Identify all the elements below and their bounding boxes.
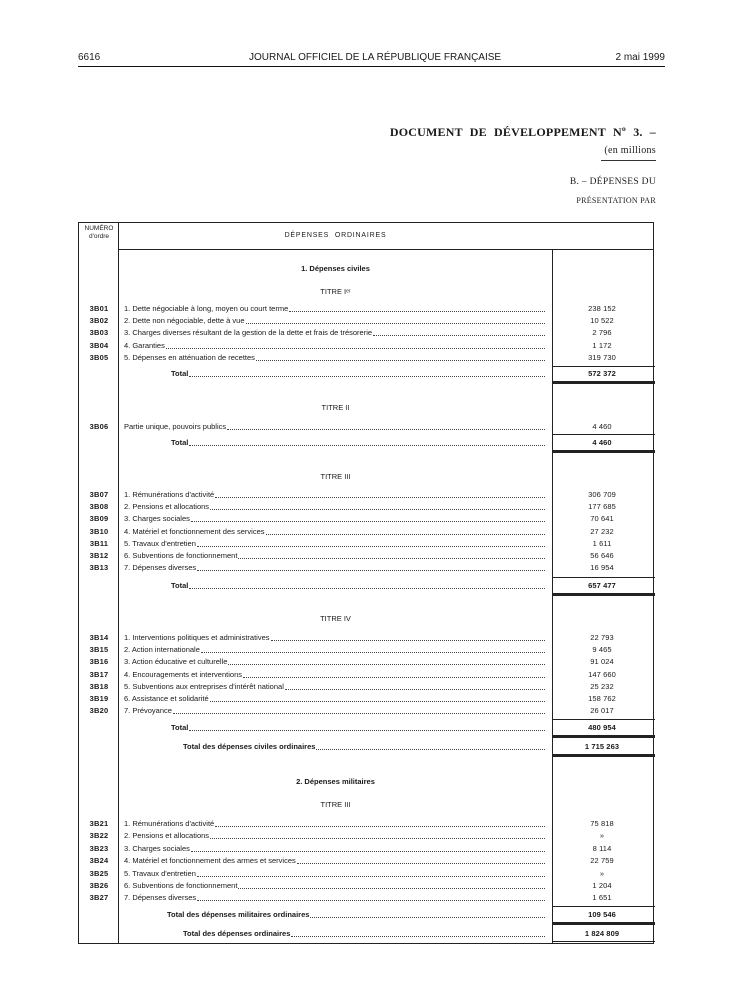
row-label [124,682,547,692]
dot-leader [256,360,545,361]
row-value: 1 204 [592,881,612,890]
row-label [124,328,547,338]
total-rule [552,450,655,453]
row-value: 27 232 [590,526,614,536]
total-rule [552,434,655,435]
total-value: 480 954 [588,723,616,732]
row-label [124,539,547,549]
row-code: 3B17 [89,669,109,679]
presentation-heading: PRÉSENTATION PAR [576,196,656,205]
row-value: 306 709 [588,490,616,499]
row-label [124,633,547,643]
row-label-text: 5. Dépenses en atténuation de recettes [124,352,255,362]
total-label-text: Total [171,581,189,590]
row-code: 3B26 [89,881,109,890]
column-header-numero-line1: NUMÉRO [84,225,114,232]
total-label-text: Total [171,369,189,378]
total-rule [552,754,655,757]
dot-leader [201,652,545,653]
row-label [124,893,547,903]
total-rule [552,577,655,578]
row-label-text: 7. Dépenses diverses [124,893,197,903]
dot-leader [197,546,545,547]
row-label-text: 3. Action éducative et culturelle [124,657,228,667]
total-rule [552,906,655,907]
row-label [124,657,547,667]
dot-leader [166,348,545,349]
grand-total-label [167,910,547,920]
row-label [124,422,547,432]
row-code: 3B10 [89,526,109,536]
row-label-text: 4. Matériel et fonctionnement des services [124,526,265,536]
row-label [124,341,547,351]
row-value: 22 793 [590,633,614,642]
row-code: 3B06 [89,422,109,431]
grand-total-label [183,742,547,752]
grand-total-value: 1 715 263 [584,742,620,751]
row-code: 3B24 [89,856,109,866]
column-header-numero-line2: d'ordre [88,233,110,240]
row-code: 3B05 [89,352,109,362]
row-value: 75 818 [590,819,614,828]
row-label-text: 2. Action internationale [124,645,200,655]
row-label-text: 1. Rémunérations d'activité [124,490,215,499]
row-value: 2 796 [592,328,612,338]
total-value: 572 372 [588,369,616,378]
header-rule [119,249,653,250]
row-value: 22 759 [590,856,614,866]
dot-leader [210,838,545,839]
row-value: 4 460 [592,422,612,431]
row-label [124,819,547,829]
unit-underline [601,160,656,161]
row-value: 1 651 [592,893,612,903]
row-code: 3B07 [89,490,109,499]
row-value: 91 024 [590,657,614,667]
row-label [124,563,547,573]
row-code: 3B16 [89,657,109,667]
dot-leader [197,900,545,901]
final-total-value: 1 824 809 [584,929,620,938]
titre-heading: TITRE IV [320,614,351,623]
row-value: » [599,868,605,878]
dot-leader [227,429,545,430]
row-value: 238 152 [588,304,616,313]
titre-heading: TITRE III [320,472,351,481]
row-label-text: 4. Matériel et fonctionnement des armes et services [124,856,296,866]
dot-leader [373,335,545,336]
dot-leader [297,863,545,864]
final-total-label-text: Total des dépenses ordinaires [183,929,291,938]
total-value: 4 460 [592,438,612,447]
final-total-label [183,929,547,939]
row-code: 3B04 [89,340,109,350]
total-label [171,581,547,591]
grand-total-value: 109 546 [588,910,616,919]
dot-leader [189,588,545,589]
row-code: 3B15 [89,645,109,655]
header-rule [78,66,665,67]
row-label-text: 1. Interventions politiques et administratives [124,633,270,642]
row-label [124,353,547,363]
row-label [124,514,547,524]
row-value: 56 646 [590,551,614,560]
dot-leader [238,888,545,889]
row-code: 3B09 [89,514,109,524]
grand-total-label-text: Total des dépenses militaires ordinaires [167,910,310,919]
row-label-text: 3. Charges sociales [124,843,190,853]
dot-leader [310,917,545,918]
row-label [124,527,547,537]
dot-leader [189,445,545,446]
row-value: 26 017 [590,706,614,716]
row-label-text: 4. Garanties [124,340,165,350]
total-rule [552,719,655,720]
row-label-text: 1. Dette négociable à long, moyen ou court terme [124,304,289,313]
row-code: 3B11 [89,538,109,548]
row-label-text: 5. Travaux d'entretien [124,868,196,878]
row-label [124,645,547,655]
dot-leader [189,376,545,377]
column-header-depenses: DÉPENSES ORDINAIRES [284,232,387,239]
row-label [124,869,547,879]
total-rule [552,922,655,925]
column-header-numero [79,225,119,241]
row-value: 10 522 [590,316,614,326]
row-code: 3B23 [89,843,109,853]
row-label-text: 6. Assistance et solidarité [124,694,209,703]
row-label-text: 7. Dépenses diverses [124,563,197,573]
dot-leader [285,689,545,690]
row-label-text: 2. Pensions et allocations [124,502,210,512]
total-rule [552,381,655,384]
dot-leader [246,323,545,324]
dot-leader [266,534,546,535]
row-label-text: 7. Prévoyance [124,706,172,716]
row-label [124,502,547,512]
row-label [124,881,547,891]
total-label-text: Total [171,723,189,732]
row-label [124,831,547,841]
dot-leader [238,558,545,559]
total-label-text: Total [171,438,189,447]
row-code: 3B01 [89,304,109,313]
row-value: » [599,831,605,841]
row-code: 3B27 [89,893,109,903]
total-label [171,723,547,733]
row-label-text: 3. Charges diverses résultant de la gestion de la dette et frais de trésorerie [124,328,373,338]
total-rule [552,593,655,596]
dot-leader [191,851,545,852]
dot-leader [215,497,545,498]
unit-note: (en millions [604,145,656,156]
section-heading: B. – DÉPENSES DU [569,177,656,187]
grand-total-label-text: Total des dépenses civiles ordinaires [183,742,316,751]
page-date: 2 mai 1999 [615,52,665,63]
row-code: 3B21 [89,819,109,828]
row-value: 147 660 [588,669,616,679]
row-code: 3B13 [89,563,109,573]
dot-leader [228,664,545,665]
row-code: 3B22 [89,831,109,841]
row-label [124,316,547,326]
row-label-text: Partie unique, pouvoirs publics [124,422,227,431]
row-code: 3B19 [89,694,109,703]
row-value: 25 232 [590,681,614,691]
row-code: 3B25 [89,868,109,878]
row-label-text: 1. Rémunérations d'activité [124,819,215,828]
section-military-heading: 2. Dépenses militaires [296,777,375,786]
row-label [124,670,547,680]
expenditure-table [78,222,654,944]
dot-leader [210,509,545,510]
dot-leader [289,311,545,312]
row-value: 8 114 [592,843,612,853]
dot-leader [197,570,545,571]
row-label-text: 5. Travaux d'entretien [124,538,196,548]
titre-heading: TITRE II [321,403,350,412]
row-label [124,490,547,500]
row-code: 3B03 [89,328,109,338]
total-label [171,369,547,379]
total-value: 657 477 [588,581,616,590]
row-label [124,706,547,716]
row-value: 1 611 [592,538,612,548]
row-label [124,856,547,866]
titre-heading: TITRE Iᵉʳ [320,287,351,296]
row-code: 3B08 [89,502,109,512]
row-label-text: 4. Encouragements et interventions [124,669,242,679]
dot-leader [197,876,545,877]
row-label [124,694,547,704]
row-label [124,551,547,561]
row-label-text: 6. Subventions de fonctionnement [124,551,238,560]
titre-heading: TITRE III [320,800,351,809]
row-value: 9 465 [592,645,612,655]
row-value: 16 954 [590,563,614,573]
row-label-text: 3. Charges sociales [124,514,190,524]
row-code: 3B02 [89,316,109,326]
row-label [124,844,547,854]
total-rule [552,366,655,367]
row-label-text: 5. Subventions aux entreprises d'intérêt national [124,681,284,691]
total-rule [552,736,655,737]
page-number: 6616 [78,52,101,63]
row-label-text: 2. Dette non négociable, dette à vue [124,316,245,326]
row-code: 3B12 [89,551,109,560]
dot-leader [189,730,545,731]
row-value: 70 641 [590,514,614,524]
row-label-text: 2. Pensions et allocations [124,831,210,841]
row-label [124,304,547,314]
dot-leader [243,677,545,678]
row-code: 3B18 [89,681,109,691]
dot-leader [316,749,545,750]
section-civil-heading: 1. Dépenses civiles [301,264,370,273]
total-rule [552,941,655,942]
row-code: 3B14 [89,633,109,642]
dot-leader [173,713,545,714]
row-code: 3B20 [89,706,109,716]
dot-leader [271,640,546,641]
row-value: 158 762 [588,694,616,703]
journal-title: JOURNAL OFFICIEL DE LA RÉPUBLIQUE FRANÇAISE [249,52,502,63]
dot-leader [191,521,545,522]
row-value: 319 730 [588,352,616,362]
row-value: 177 685 [588,502,616,512]
row-value: 1 172 [592,340,612,350]
document-title: DOCUMENT DE DÉVELOPPEMENT Nº 3. – [389,125,656,139]
total-label [171,438,547,448]
dot-leader [210,701,545,702]
dot-leader [291,936,545,937]
row-label-text: 6. Subventions de fonctionnement [124,881,238,890]
dot-leader [215,826,545,827]
